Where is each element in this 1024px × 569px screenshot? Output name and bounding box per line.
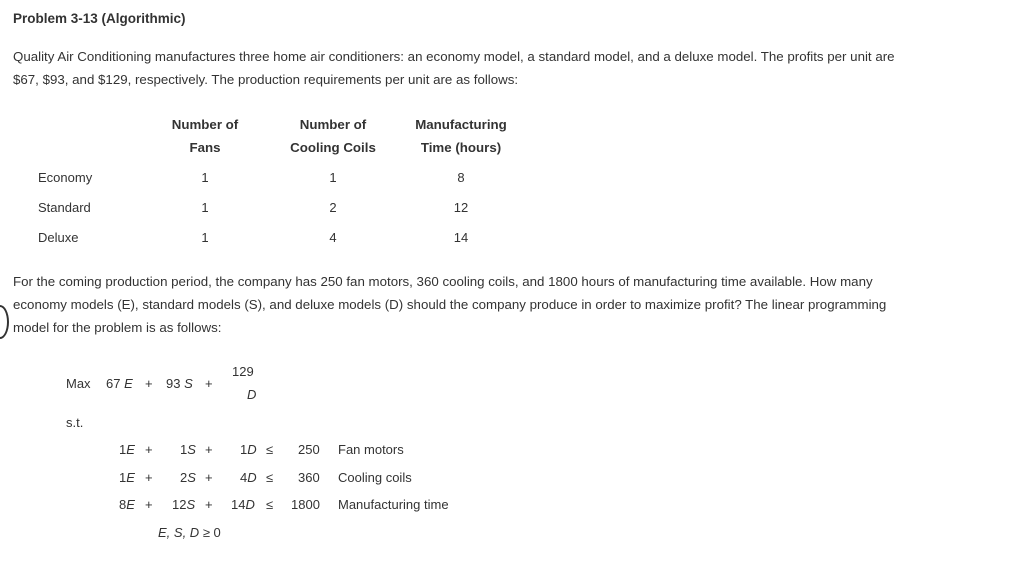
table-cell: 1 (201, 230, 209, 245)
header-line: Time (hours) (420, 140, 502, 155)
table-cell: 1 (201, 200, 209, 215)
coef: 2 (180, 470, 188, 485)
coef: 93 (166, 376, 181, 391)
constraint-rhs: 360 (298, 470, 320, 485)
var: S (184, 376, 193, 391)
row-label-standard: Standard (38, 200, 91, 215)
problem-title: Problem 3-13 (Algorithmic) (13, 11, 186, 26)
objective-term-s (166, 376, 193, 391)
header-line: Cooling Coils (290, 140, 376, 155)
row-label-economy: Economy (38, 170, 93, 185)
coef: 4 (240, 470, 248, 485)
var: D (247, 442, 257, 457)
var: D (245, 497, 255, 512)
table-cell: 2 (329, 200, 337, 215)
header-line: Manufacturing (415, 117, 507, 132)
left-edge-marker (0, 305, 9, 339)
table-cell: 12 (453, 200, 469, 215)
followup-line: economy models (E), standard models (S), and deluxe models (D) should the company produce in order to maximize profit? The linear programming (13, 297, 887, 312)
plus-sign: + (145, 497, 153, 512)
table-cell: 1 (201, 170, 209, 185)
relation: ≤ (266, 470, 274, 485)
header-line: Fans (189, 140, 221, 155)
plus-sign: + (205, 497, 213, 512)
nonnegativity-constraint (158, 525, 221, 540)
plus-sign: + (145, 470, 153, 485)
coef: 12 (172, 497, 187, 512)
vars: E, S, D (158, 525, 200, 540)
intro-line: $67, $93, and $129, respectively. The production requirements per unit are as follows: (13, 72, 519, 87)
coef: 14 (231, 497, 246, 512)
var: S (186, 497, 196, 512)
relation: ≤ (266, 497, 274, 512)
var: S (187, 442, 196, 457)
relation: ≥ 0 (202, 525, 221, 540)
subject-to-label: s.t. (66, 415, 84, 430)
plus-sign: + (205, 470, 213, 485)
coef: 1 (119, 442, 127, 457)
intro-paragraph (13, 45, 1024, 91)
table-cell: 1 (329, 170, 337, 185)
coef: 1 (180, 442, 188, 457)
constraint-term (180, 442, 196, 457)
constraint-term (119, 442, 135, 457)
constraint-term (119, 497, 135, 512)
constraint-term (180, 470, 196, 485)
intro-line: Quality Air Conditioning manufactures three home air conditioners: an economy model, a standard model, and a deluxe model. The profits per unit are (13, 49, 895, 64)
constraint-name: Cooling coils (338, 470, 412, 485)
objective-coef-d: 129 (232, 364, 254, 379)
coef: 67 (106, 376, 121, 391)
coef: 1 (119, 470, 127, 485)
header-time (400, 113, 522, 159)
constraint-name: Manufacturing time (338, 497, 449, 512)
var: D (247, 470, 257, 485)
var: S (187, 470, 196, 485)
var: E (126, 442, 135, 457)
relation: ≤ (266, 442, 274, 457)
constraint-term (172, 497, 195, 512)
table-cell: 4 (329, 230, 337, 245)
coef: 8 (119, 497, 127, 512)
plus-sign: + (145, 376, 153, 391)
followup-paragraph (13, 270, 1024, 339)
header-line: Number of (299, 117, 367, 132)
var: E (126, 470, 135, 485)
constraint-rhs: 1800 (291, 497, 320, 512)
constraint-term (231, 497, 255, 512)
header-fans (150, 113, 260, 159)
var: E (126, 497, 135, 512)
constraint-term (119, 470, 135, 485)
constraint-term (240, 470, 257, 485)
objective-var-d: D (247, 387, 257, 402)
table-cell: 8 (457, 170, 465, 185)
table-cell: 14 (453, 230, 469, 245)
header-coils (273, 113, 393, 159)
constraint-term (240, 442, 257, 457)
plus-sign: + (205, 376, 213, 391)
constraint-name: Fan motors (338, 442, 404, 457)
plus-sign: + (145, 442, 153, 457)
row-label-deluxe: Deluxe (38, 230, 79, 245)
followup-line: For the coming production period, the company has 250 fan motors, 360 cooling coils, and 1800 hours of manufacturing time available. How many (13, 274, 873, 289)
header-line: Number of (171, 117, 239, 132)
var: E (124, 376, 133, 391)
followup-line: model for the problem is as follows: (13, 320, 222, 335)
constraint-rhs: 250 (298, 442, 320, 457)
plus-sign: + (205, 442, 213, 457)
objective-label: Max (66, 376, 91, 391)
objective-term-e (106, 376, 133, 391)
coef: 1 (240, 442, 248, 457)
